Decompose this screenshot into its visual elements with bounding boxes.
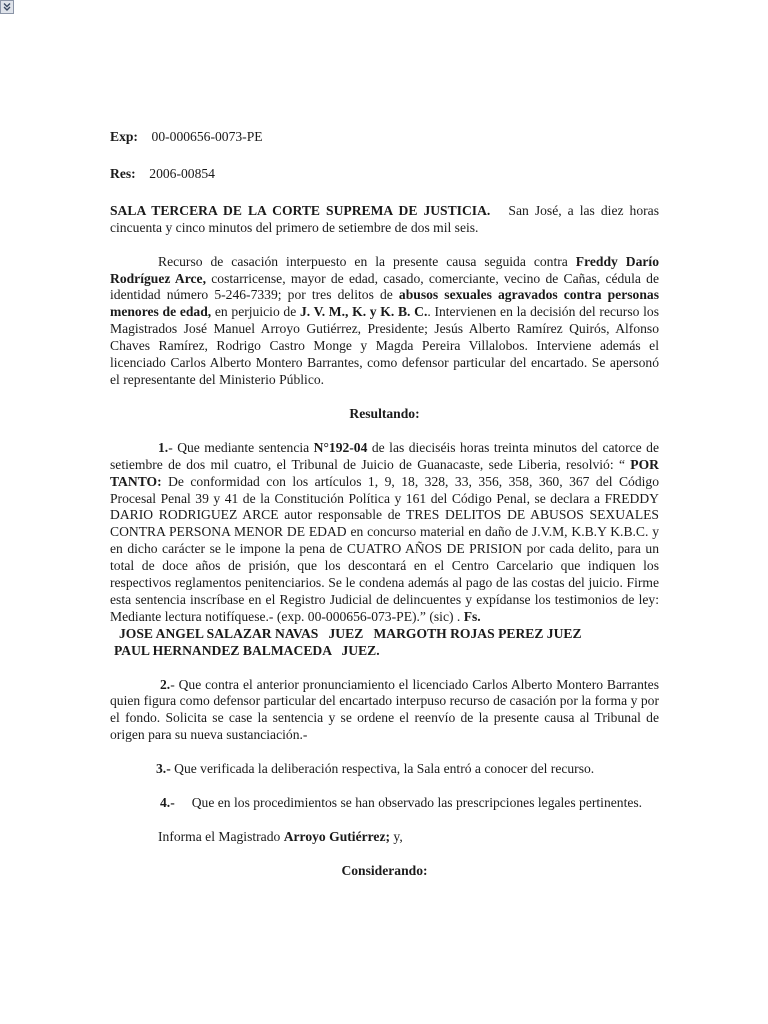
por-tanto: POR TANTO:: [110, 456, 659, 489]
resultando-4: [110, 795, 659, 812]
offense-text: abusos sexuales agravados contra personas menores de edad,: [110, 287, 659, 320]
case-text-g: . Intervienen en la decisión del recurso los Magistrados José Manuel Arroyo Gutiérrez, Presidente; Jesús Alberto Ramírez Quirós, Alfonso Chaves Ramírez, Rodrigo Castro Monge y Magda Pereira Villalobos. Interviene además el licenciado Carlos Alberto Montero Barrantes, como defensor particular del encartado. Se apersonó el representante del Ministerio Público.: [110, 304, 659, 387]
res-label: Res:: [110, 165, 136, 181]
resultando-2: [110, 677, 659, 745]
r3-text: Que verificada la deliberación respectiva, la Sala entró a conocer del recurso.: [170, 761, 595, 777]
resultando-heading: [110, 406, 659, 423]
intro-text: San José, a las diez horas cincuenta y cinco minutos del primero de setiembre de dos mil seis.: [110, 202, 659, 235]
r1-text-c: de las dieciséis horas treinta minutos del catorce de setiembre de dos mil cuatro, el Tribunal de Juicio de Guanacaste, sede Liberia, resolvió: “: [110, 439, 659, 472]
expediente-line: [110, 129, 659, 146]
case-text-e: en perjuicio de: [211, 304, 300, 320]
considerando-title: Considerando:: [341, 862, 428, 878]
exp-value: 00-000656-0073-PE: [151, 129, 263, 144]
signatures: [110, 626, 659, 660]
fs-label: Fs.: [463, 608, 481, 624]
resolucion-line: [110, 166, 659, 183]
res-value: 2006-00854: [149, 165, 215, 181]
r4-text: Que en los procedimientos se han observado las prescripciones legales pertinentes.: [188, 795, 643, 811]
magistrate-name: Arroyo Gutiérrez;: [283, 829, 391, 844]
resultando-title: Resultando:: [349, 405, 420, 421]
victims-text: J. V. M., K. y K. B. C.: [299, 304, 428, 320]
resultando-3: [110, 761, 659, 778]
informa-text-c: y,: [390, 829, 403, 844]
r1-text-a: - Que mediante sentencia: [168, 439, 314, 455]
signature-line-1: JOSE ANGEL SALAZAR NAVAS JUEZ MARGOTH ROJAS PEREZ JUEZ: [119, 625, 582, 641]
case-paragraph: [110, 254, 659, 389]
resultando-1: [110, 440, 659, 626]
defendant-name: Freddy Darío Rodríguez Arce,: [110, 253, 659, 286]
r1-text-e: De conformidad con los artículos 1, 9, 18, 328, 33, 356, 358, 360, 367 del Código Procesal Penal 39 y 41 de la Constitución Política y 161 del Código Penal, se declara a FREDDY DARIO RODRIGUEZ ARCE autor responsable de TRES DELITOS DE ABUSOS SEXUALES CONTRA PERSONA MENOR DE EDAD en concurso material en daño de J.V.M, K.B.Y K.B.C. y en dicho carácter se le impone la pena de CUATRO AÑOS DE PRISION por cada delito, para un total de doce años de prisión, que los descontará en el Centro Carcelario que indiquen los respectivos reglamentos penitenciarios. Se le condena además al pago de las costas del juicio. Firme esta sentencia inscríbase en el Registro Judicial de delincuentes y expídanse los testimonios de ley: Mediante lectura notifíquese.- (exp. 00-000656-073-PE).” (sic) .: [110, 473, 659, 624]
r1-number: 1.: [158, 439, 169, 455]
court-name: SALA TERCERA DE LA CORTE SUPREMA DE JUSTICIA.: [110, 202, 491, 218]
intro-paragraph: [110, 203, 659, 237]
chevron-glyph: [2, 2, 12, 12]
document-page: [110, 129, 659, 880]
case-text-a: Recurso de casación interpuesto en la presente causa seguida contra: [158, 253, 576, 269]
r3-number: 3.-: [156, 761, 171, 777]
r2-number: 2.: [160, 676, 171, 692]
r2-text: - Que contra el anterior pronunciamiento el licenciado Carlos Alberto Montero Barrantes quien figura como defensor particular del encartado interpuso recurso de casación por la forma y por el fondo. Solicita se case la sentencia y se ordene el reenvío de la presente causa al Tribunal de origen para su nueva sustanciación.-: [110, 676, 659, 743]
considerando-heading: [110, 863, 659, 880]
sentence-number: N°192-04: [313, 439, 368, 455]
double-chevron-down-icon[interactable]: [0, 0, 14, 14]
signature-line-2: PAUL HERNANDEZ BALMACEDA JUEZ.: [114, 642, 380, 658]
case-text-c: costarricense, mayor de edad, casado, comerciante, vecino de Cañas, cédula de identidad número 5-246-7339; por tres delitos de: [110, 270, 659, 303]
informa-text-a: Informa el Magistrado: [158, 829, 284, 844]
exp-label: Exp:: [110, 129, 138, 144]
r4-number: 4.-: [160, 795, 175, 811]
informa-paragraph: [110, 829, 659, 846]
